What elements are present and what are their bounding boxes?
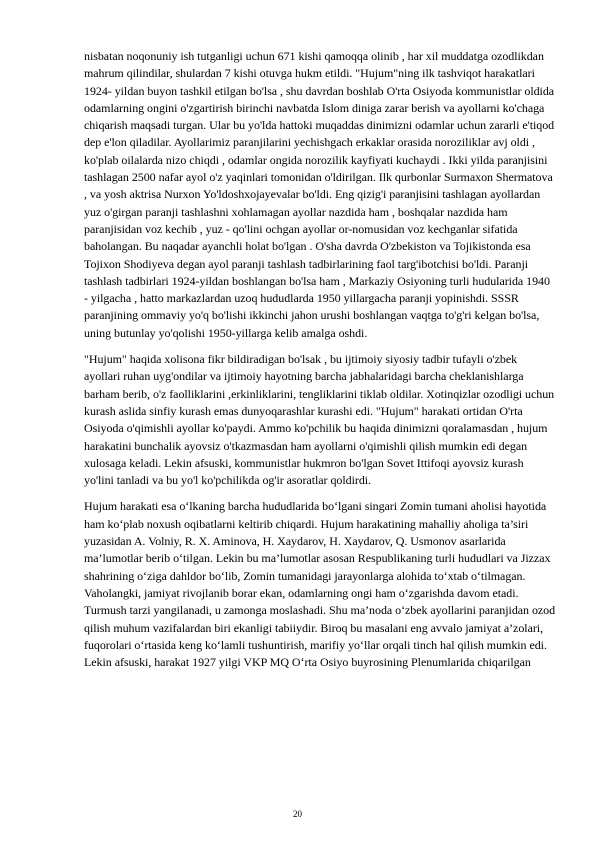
page-number: 20: [293, 809, 302, 819]
paragraph-3: Hujum harakati esa o‘lkaning barcha hududlarida bo‘lgani singari Zomin tumani aholisi hayotida ham ko‘plab noxush oqibatlarni keltirib chiqardi. Hujum harakatining mahalliy aholiga ta’siri yuzasidan A. Volniy, R. X. Aminova, H. Xaydarov, H. Xaydarov, Q. Usmonov asarlarida ma’lumotlar berib o‘tilgan. Lekin bu ma’lumotlar asosan Respublikaning turli hududlari va Jizzax shahrining o‘ziga dahldor bo‘lib, Zomin tumanidagi jarayonlarga alohida to‘xtab o‘tilmagan. Vaholangki, jamiyat rivojlanib borar ekan, odamlarning ongi ham o‘zgarishda davom etadi. Turmush tarzi yangilanadi, u zamonga moslashadi. Shu ma’noda o‘zbek ayollarini paranjidan ozod qilish muhum vazifalardan biri ekanligi tabiiydir. Biroq bu masalani eng avvalo jamiyat a’zolari, fuqorolari o‘rtasida keng ko‘lamli tushuntirish, marifiy yo‘llar orqali tinch hal qilish mumkin edi. Lekin afsuski, harakat 1927 yilgi VKP MQ O‘rta Osiyo buyrosining Plenumlarida chiqarilgan: [84, 499, 556, 670]
paragraph-2: "Hujum" haqida xolisona fikr bildiradigan bo'lsak , bu ijtimoiy siyosiy tadbir tufayli o'zbek ayollari ruhan uyg'ondilar va ijtimoiy hayotning barcha jabhalaridagi barcha cheklanishlarga barham berib, o'z faolliklarini ,erkinliklarini, tengliklarini tiklab oldilar. Xotinqizlar ozodligi uchun kurash aslida sinfiy kurash emas dunyoqarashlar kurashi edi. "Hujum" harakati ortidan O'rta Osiyoda o'qimishli ayollar ko'paydi. Ammo ko'pchilik bu haqida dinimizni qoralamasdan , hujum harakatini bunchalik ayovsiz o'tkazmasdan ham ayollarni o'qimishli qilish mumkin edi degan xulosaga keladi. Lekin afsuski, kommunistlar hukmron bo'lgan Sovet Ittifoqi ayovsiz kurash yo'lini tanladi va bu yo'l ko'pchilikda og'ir asoratlar qoldirdi.: [84, 352, 555, 488]
paragraph-1: nisbatan noqonuniy ish tutganligi uchun 671 kishi qamoqqa olinib , har xil muddatga ozodlikdan mahrum qilindilar, shulardan 7 kishi otuvga hukm etildi. "Hujum"ning ilk tashviqot harakatlari 1924- yildan buyon tashkil etilgan bo'lsa , shu davrdan boshlab O'rta Osiyoda kommunistlar oldida odamlarning ongini o'zgartirish birinchi navbatda Islom diniga zarar berish va ayollarni ko'chaga chiqarish maqsadi turgan. Ular bu yo'lda hattoki muqaddas dinimizni odamlar uchun zararli e'tiqod dep e'lon qiladilar. Ayollarimiz paranjilarini yechishgach erkaklar orasida noroziliklar avj oldi , ko'plab oilalarda nizo chiqdi , odamlar ongida norozilik kayfiyati kuchaydi . Ikki yilda paranjisini tashlagan 2500 nafar ayol o'z yaqinlari tomonidan o'ldirilgan. Ilk qurbonlar Surmaxon Shermatova , va yosh aktrisa Nurxon Yo'ldoshxojayevalar bo'ldi. Eng qizig'i paranjisini tashlagan ayollardan yuz o'girgan paranji tashlashni xohlamagan ayollar nazdida ham , boshqalar nazdida ham paranjisidan voz kechib , yuz - qo'lini ochgan ayollar or-nomusidan voz kechganlar sifatida baholangan. Bu naqadar ayanchli holat bo'lgan . O'sha davrda O'zbekiston va Tojikistonda esa Tojixon Shodiyeva degan ayol paranji tashlash tadbirlarining faol targ'ibotchisi bo'ldi. Paranji tashlash tadbirlari 1924-yildan boshlangan bo'lsa ham , Markaziy Osiyoning turli hudularida 1940 - yilgacha , hatto markazlardan uzoq hududlarda 1950 yillargacha paranji yopinishdi. SSSR paranjining ommaviy yo'q bo'lishi ikkinchi jahon urushi boshlangan vaqtga to'g'ri kelgan bo'lsa, uning butunlay yo'qolishi 1950-yillarga kelib amalga oshdi.: [84, 49, 555, 340]
document-body: [84, 48, 556, 671]
